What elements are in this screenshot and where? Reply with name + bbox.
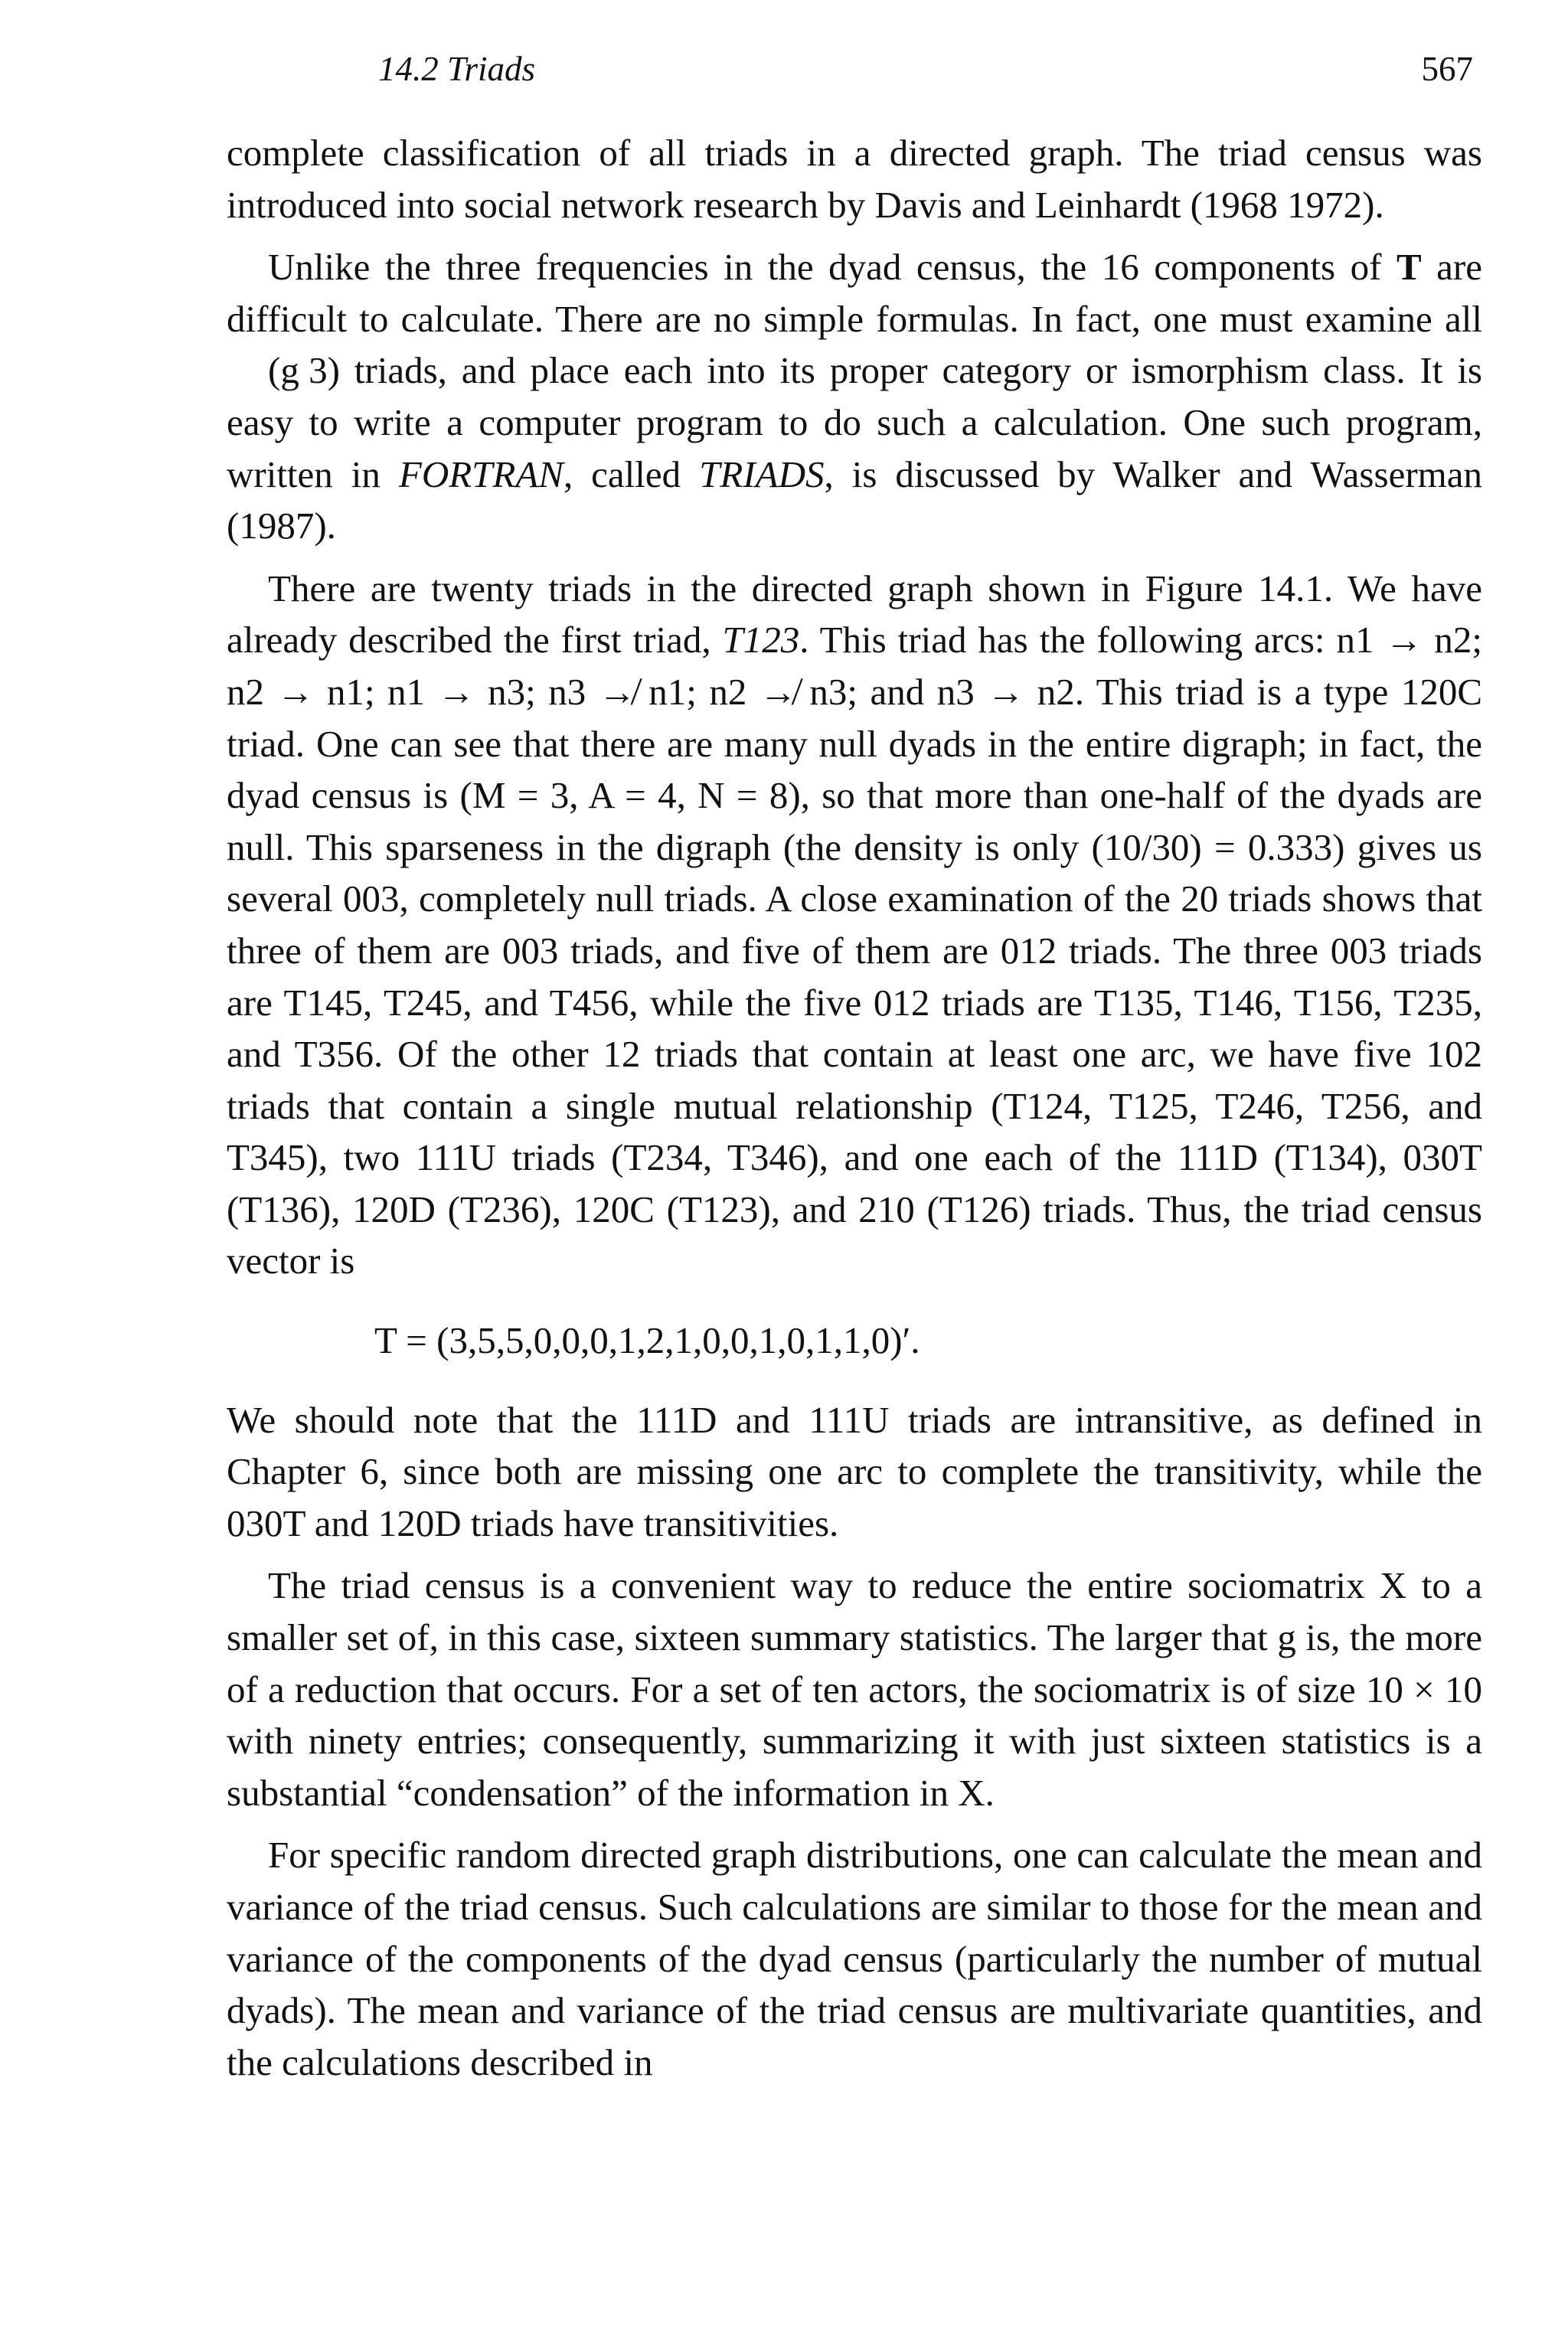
- paragraph-3: [227, 563, 1482, 1287]
- paragraph-1: complete classification of all triads in a directed graph. The triad census was introduced into social network research by Davis and Leinhardt (1968 1972).: [227, 132, 1482, 226]
- p2-seg-triads: TRIADS: [699, 452, 825, 495]
- p2-seg-4: triads, and place each into its proper category or ismorphism class. It is easy to write a computer program to do such a calculation. One such program, written in: [227, 349, 1482, 495]
- paragraph-4: We should note that the 111D and 111U triads are intransitive, as defined in Chapter 6, since both are missing one arc to complete the transitivity, while the 030T and 120D triads have transitivities.: [227, 1398, 1482, 1544]
- running-head: [227, 46, 1482, 92]
- body-text: [227, 127, 1482, 2088]
- paragraph-5: The triad census is a convenient way to reduce the entire sociomatrix X to a smaller set of, in this case, sixteen summary statistics. The larger that g is, the more of a reduction that occurs. For a set of ten actors, the sociomatrix is of size 10 × 10 with ninety entries; consequently, summarizing it with just sixteen statistics is a substantial “condensation” of the information in X.: [227, 1564, 1482, 1814]
- p2-seg-fortran: FORTRAN: [398, 452, 564, 495]
- section-title: 14.2 Triads: [378, 50, 536, 88]
- p3-seg-2: . This triad has the following arcs: n1 → n2; n2 → n1; n1 → n3; n3 ↛ n1; n2 ↛ n3; and n3 → n2. This triad is a type 120C triad. One can see that there are many null dyads in the entire digraph; in fact, the dyad census is (M = 3, A = 4, N = 8), so that more than one-half of the dyads are null. This sparseness in the digraph (the density is only (10/30) = 0.333) gives us several 003, completely null triads. A close examination of the 20 triads shows that three of them are 003 triads, and five of them are 012 triads. The three 003 triads are T145, T245, and T456, while the five 012 triads are T135, T146, T156, T235, and T356. Of the other 12 triads that contain at least one arc, we have five 102 triads that contain a single mutual relationship (T124, T125, T246, T256, and T345), two 111U triads (T234, T346), and one each of the 111D (T134), 030T (T136), 120D (T236), 120C (T123), and 210 (T126) triads. Thus, the triad census vector is: [227, 619, 1482, 1282]
- triad-census-equation: T = (3,5,5,0,0,0,1,2,1,0,0,1,0,1,1,0)′.: [374, 1319, 920, 1362]
- p2-seg-vector-T: T: [1396, 246, 1422, 289]
- paragraph-6: For specific random directed graph distributions, one can calculate the mean and variance of the triad census. Such calculations are similar to those for the mean and variance of the components of the dyad census (particularly the number of mutual dyads). The mean and variance of the triad census are multivariate quantities, and the calculations described in: [227, 1834, 1482, 2083]
- p2-seg-2: are difficult to calculate. There are no simple formulas. In fact, one must examine all: [227, 246, 1482, 340]
- book-page: [227, 46, 1482, 2088]
- p2-seg-8: , is discussed by Walker and Wasserman (1987).: [227, 452, 1482, 547]
- paragraph-2: [227, 241, 1482, 552]
- p2-seg-6: , called: [563, 452, 700, 495]
- p2-seg-0: Unlike the three frequencies in the dyad census, the 16 components of: [268, 246, 1396, 289]
- p3-seg-0: There are twenty triads in the directed graph shown in Figure 14.1. We have already described the first triad,: [227, 567, 1482, 662]
- binomial-g-choose-3: (g 3): [268, 349, 340, 392]
- p3-seg-T123: T123: [722, 619, 800, 662]
- page-number: 567: [1421, 50, 1473, 88]
